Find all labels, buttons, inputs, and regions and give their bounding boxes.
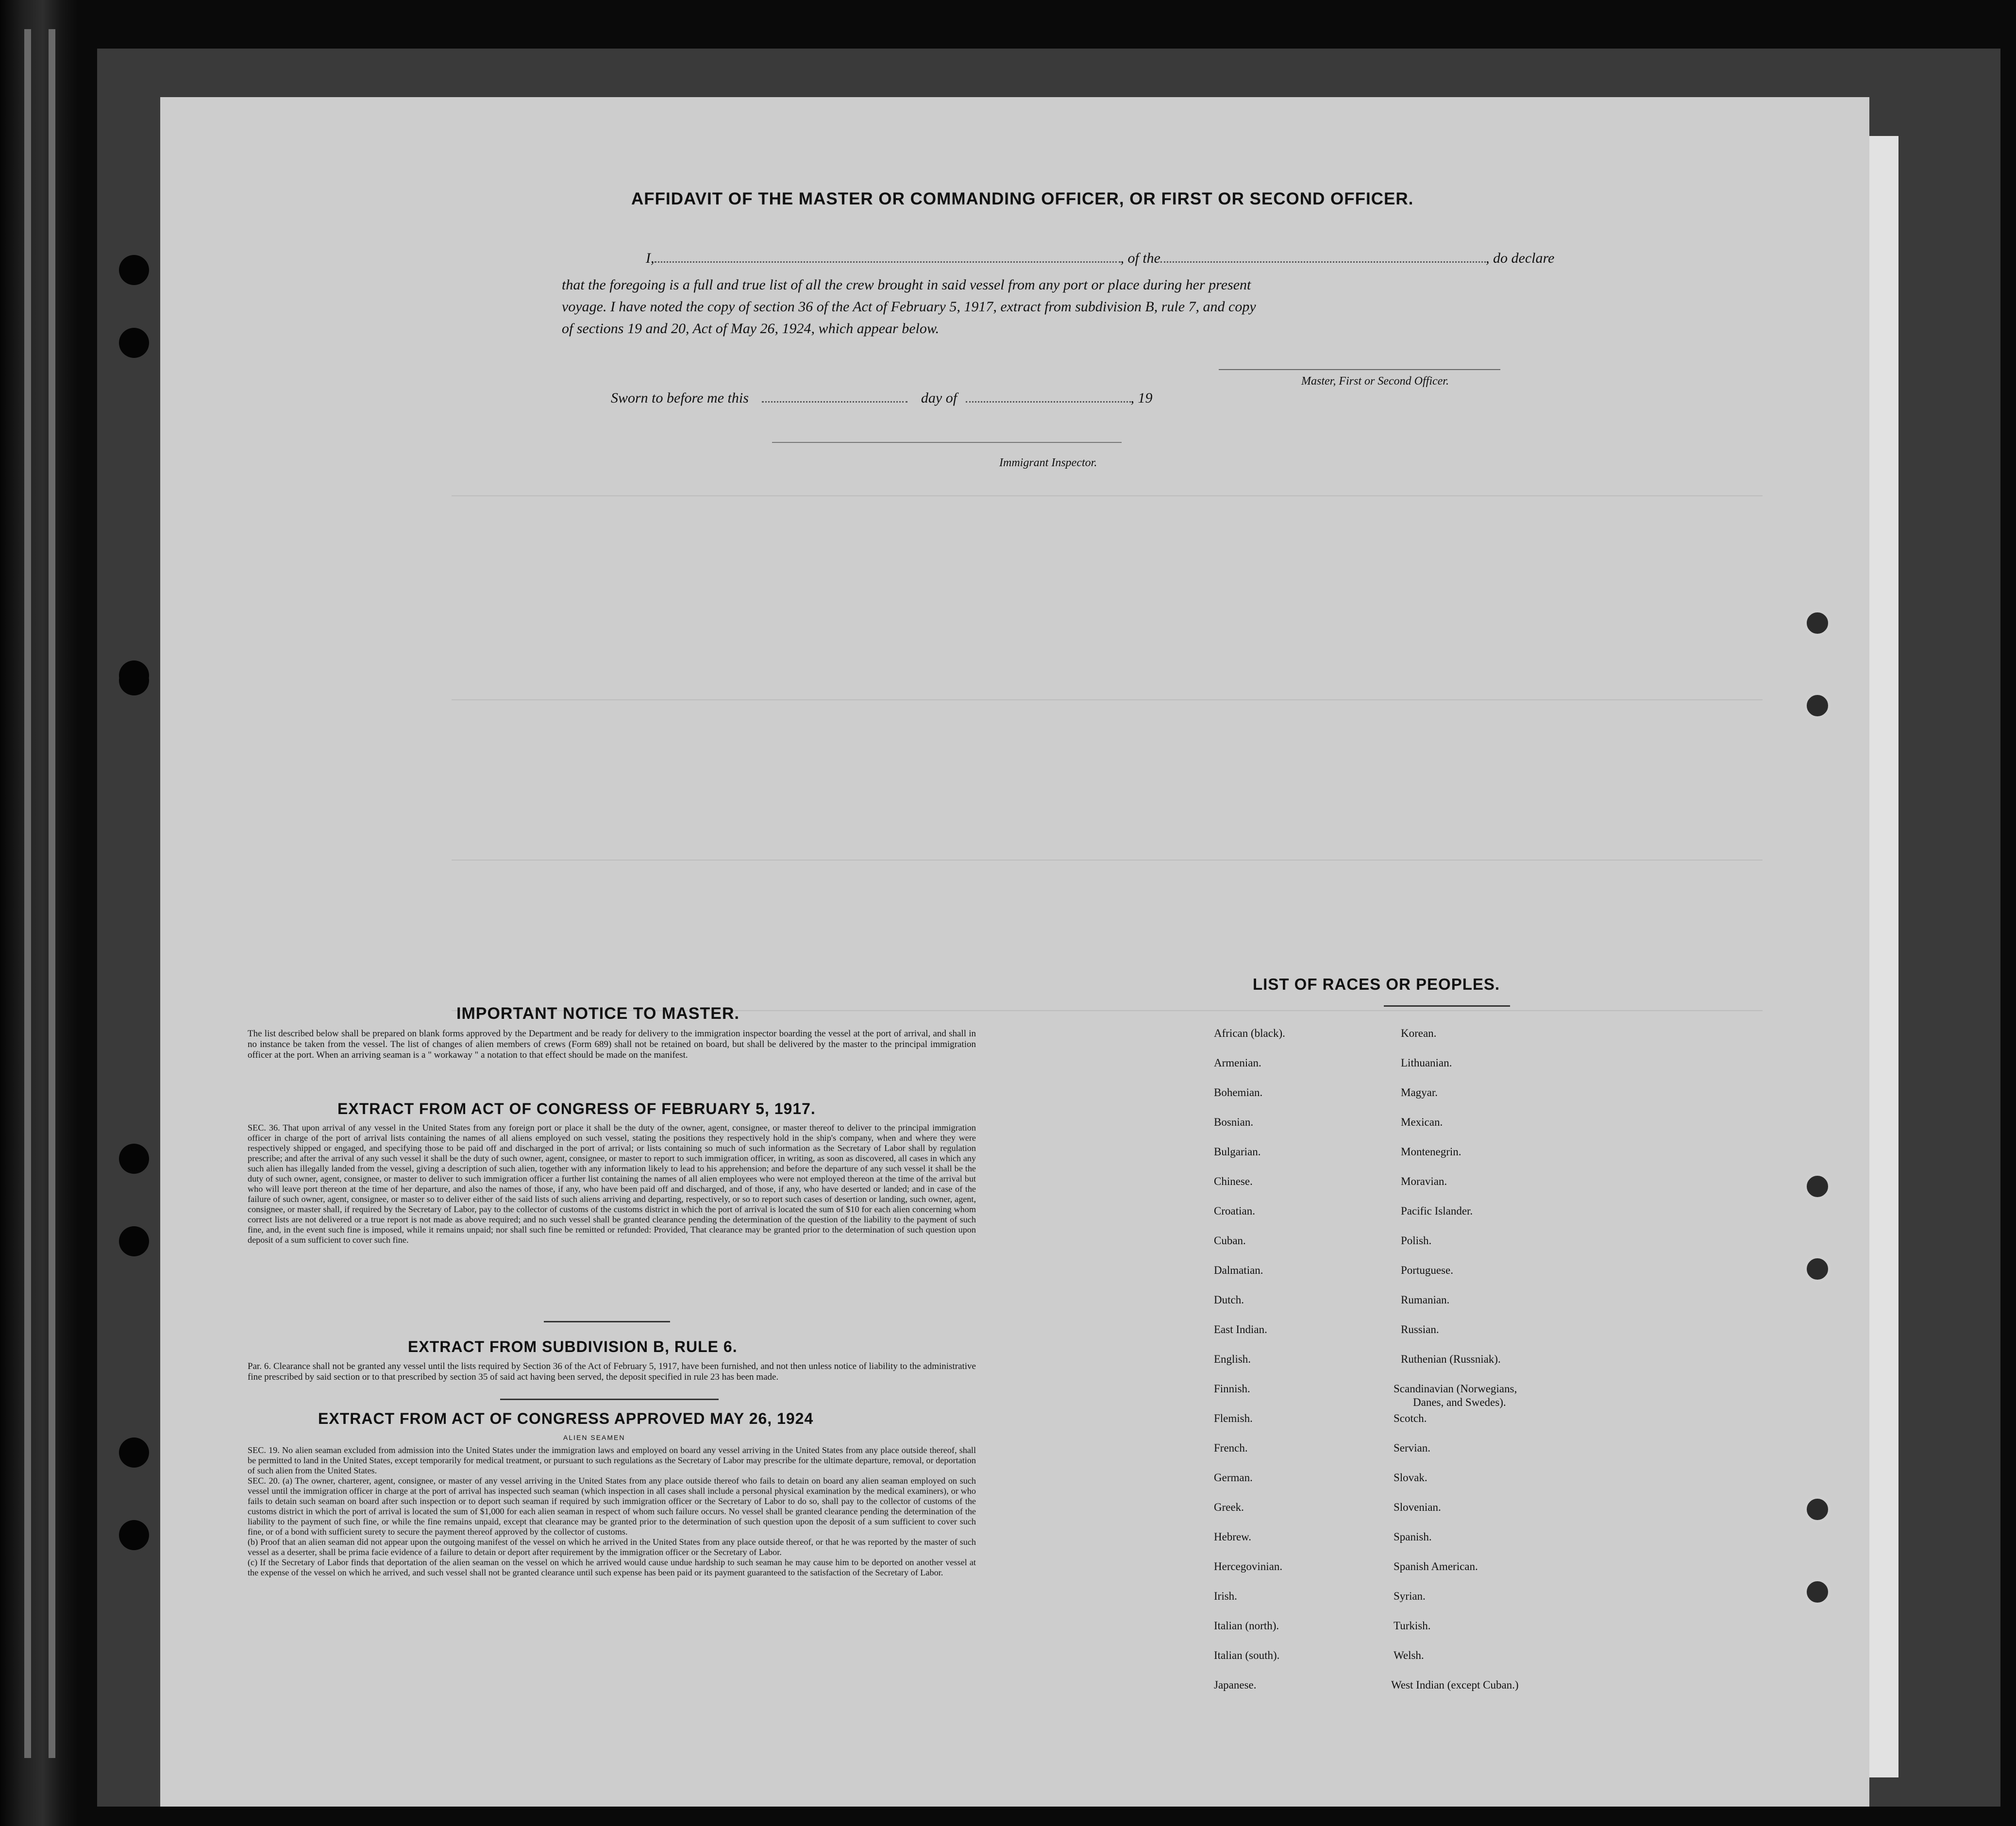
race-item: Polish. — [1401, 1234, 1432, 1247]
subdivision-text: Par. 6. Clearance shall not be granted any vessel until the lists required by Section 36 of the Act of February 5, 1917, have been furnished, and not then unless notice of liability to the administrative fine prescribed by said section or to that prescribed by section 35 of said act having been served, the deposit specified in rule 23 has been made. — [248, 1361, 976, 1382]
race-item: Spanish American. — [1394, 1560, 1478, 1572]
race-item: East Indian. — [1214, 1323, 1267, 1336]
bleed-through-row — [452, 699, 1763, 700]
subdivision-title: EXTRACT FROM SUBDIVISION B, RULE 6. — [408, 1338, 738, 1355]
race-item: Greek. — [1214, 1501, 1244, 1513]
punch-hole — [119, 1437, 149, 1468]
race-item: French. — [1214, 1442, 1248, 1454]
ring-hole — [1804, 692, 1831, 719]
race-item: Japanese. — [1214, 1679, 1257, 1691]
race-item: Magyar. — [1401, 1086, 1438, 1099]
declaration-end: , do declare — [1486, 250, 1555, 266]
race-item: Lithuanian. — [1401, 1057, 1452, 1069]
declaration-start: I, — [646, 250, 655, 266]
race-item: German. — [1214, 1471, 1253, 1484]
punch-hole — [119, 1226, 149, 1256]
declaration-line-1 — [646, 250, 1554, 267]
race-item: Finnish. — [1214, 1383, 1250, 1395]
extract-1917-title: EXTRACT FROM ACT OF CONGRESS OF FEBRUARY 5, 1917. — [337, 1100, 816, 1117]
race-item: English. — [1214, 1353, 1251, 1365]
vessel-blank[interactable] — [1160, 261, 1486, 263]
affidavit-title: AFFIDAVIT OF THE MASTER OR COMMANDING OFFICER, OR FIRST OR SECOND OFFICER. — [631, 189, 1414, 208]
race-item: Korean. — [1401, 1027, 1437, 1039]
inspector-line[interactable] — [772, 442, 1122, 443]
race-item: Cuban. — [1214, 1234, 1246, 1247]
binder-line — [24, 29, 31, 1758]
race-item: Portuguese. — [1401, 1264, 1453, 1276]
race-item: Montenegrin. — [1401, 1146, 1462, 1158]
day-blank[interactable] — [762, 401, 907, 403]
races-title: LIST OF RACES OR PEOPLES. — [1253, 975, 1500, 993]
race-item: Moravian. — [1401, 1175, 1447, 1187]
race-item: Italian (south). — [1214, 1649, 1280, 1661]
section-divider — [500, 1399, 719, 1400]
race-item: Rumanian. — [1401, 1294, 1450, 1306]
race-item: Bohemian. — [1214, 1086, 1263, 1099]
punch-hole — [119, 665, 149, 695]
race-item: Dutch. — [1214, 1294, 1244, 1306]
race-item: Bosnian. — [1214, 1116, 1254, 1128]
race-item: Armenian. — [1214, 1057, 1261, 1069]
punch-hole — [119, 328, 149, 358]
declaration-mid: , of the — [1120, 250, 1160, 266]
declaration-line-3: voyage. I have noted the copy of section 36 of the Act of February 5, 1917, extract from subdivision B, rule 7, and copy — [562, 299, 1256, 315]
extract-1924-paragraph: SEC. 19. No alien seaman excluded from admission into the United States under the immigration laws and employed on board any vessel arriving in the United States from any place outside thereof, shall be permitted to land in the United States, except temporarily for medical treatment, or pursuant to such regulations as the Secretary of Labor may prescribe for the ultimate departure, removal, or deportation of such alien from the United States. — [248, 1445, 976, 1475]
name-blank[interactable] — [655, 261, 1121, 263]
race-item: Irish. — [1214, 1590, 1237, 1602]
punch-hole — [119, 1144, 149, 1174]
inspector-label: Immigrant Inspector. — [999, 456, 1097, 469]
race-item: Turkish. — [1394, 1620, 1431, 1632]
sworn-mid: day of — [921, 390, 958, 406]
race-item: Servian. — [1394, 1442, 1431, 1454]
race-item: Hebrew. — [1214, 1531, 1252, 1543]
race-item: Dalmatian. — [1214, 1264, 1263, 1276]
declaration-line-4: of sections 19 and 20, Act of May 26, 1924, which appear below. — [562, 321, 940, 337]
race-item: Pacific Islander. — [1401, 1205, 1473, 1217]
race-item: Italian (north). — [1214, 1620, 1279, 1632]
race-item: Flemish. — [1214, 1412, 1253, 1424]
race-item: Syrian. — [1394, 1590, 1426, 1602]
extract-1924-paragraph: (b) Proof that an alien seaman did not appear upon the outgoing manifest of the vessel on which he arrived in the United States from any place outside thereof, or that he was reported by the master of such vessel as a deserter, shall be prima facie evidence of a failure to detain or deport after requirement by the immigration officer or the Secretary of Labor. — [248, 1537, 976, 1557]
race-item: Croatian. — [1214, 1205, 1255, 1217]
extract-1917-text: SEC. 36. That upon arrival of any vessel in the United States from any foreign port or place it shall be the duty of the owner, agent, consignee, or master thereof to deliver to the principal immigration officer in charge of the port of arrival lists containing the names of all aliens employed on such vessel, stating the positions they respectively hold in the ship's company, when and where they were respectively shipped or engaged, and specifying those to be paid off and discharged in the port of arrival; or lists containing so much of such information as the Secretary of Labor shall by regulation prescribe; and after the arrival of any such vessel it shall be the duty of such owner, agent, consignee, or master to report to such immigration officer, in writing, as soon as discovered, all cases in which any such alien has illegally landed from the vessel, giving a description of such alien, together with any information likely to lead to his apprehension; and before the departure of any such vessel it shall be the duty of such owner, agent, consignee, or master to deliver to such immigration officer a further list containing the names of all alien employees who were not employed thereon at the time of the arrival but who will leave port thereon at the time of her departure, and also the names of those, if any, who have been paid off and discharged, and of those, if any, who have deserted or landed; and in case of the failure of such owner, agent, consignee, or master so to deliver either of the said lists of such aliens arriving and departing, respectively, or so to report such cases of desertion or landing, such owner, agent, consignee, or master shall, if required by the Secretary of Labor, pay to the collector of customs of the customs district in which the port of arrival is located the sum of $10 for each alien concerning whom correct lists are not delivered or a true report is not made as above required; and no such vessel shall be granted clearance pending the determination of the question of the liability to the payment of such fine, and, in the event such fine is imposed, while it remains unpaid; nor shall such fine be remitted or refunded: Provided, That clearance may be granted prior to the determination of such question upon deposit of a sum sufficient to cover such fine. — [248, 1123, 976, 1245]
ring-hole — [1804, 1255, 1831, 1283]
notice-title: IMPORTANT NOTICE TO MASTER. — [456, 1004, 739, 1023]
bleed-through-row — [452, 860, 1763, 861]
notice-text: The list described below shall be prepared on blank forms approved by the Department and be ready for delivery to the immigration inspector boarding the vessel at the port of arrival, and shall in no instance be taken from the vessel. The list of changes of alien members of crews (Form 689) shall not be retained on board, but shall be delivered by the master to the principal immigration officer at the port. When an arriving seaman is a " workaway " a notation to that effect should be made on the manifest. — [248, 1029, 976, 1060]
extract-1924-subtitle: ALIEN SEAMEN — [563, 1434, 625, 1441]
race-item: Bulgarian. — [1214, 1146, 1261, 1158]
race-item: Ruthenian (Russniak). — [1401, 1353, 1501, 1365]
sworn-end: , 19 — [1130, 390, 1153, 406]
race-item: Slovenian. — [1394, 1501, 1441, 1513]
races-title-underline — [1384, 1005, 1510, 1007]
binder-strip — [0, 0, 78, 1826]
race-item: Mexican. — [1401, 1116, 1443, 1128]
declaration-line-2: that the foregoing is a full and true list of all the crew brought in said vessel from any port or place during her present — [562, 277, 1251, 293]
race-item: Slovak. — [1394, 1471, 1428, 1484]
race-item: West Indian (except Cuban.) — [1391, 1679, 1519, 1691]
race-item: Hercegovinian. — [1214, 1560, 1283, 1572]
extract-1924-title: EXTRACT FROM ACT OF CONGRESS APPROVED MAY 26, 1924 — [318, 1410, 814, 1427]
punch-hole — [119, 1520, 149, 1550]
sworn-start: Sworn to before me this — [611, 390, 749, 406]
sworn-line — [611, 390, 1153, 406]
race-item: Russian. — [1401, 1323, 1439, 1336]
signature-label: Master, First or Second Officer. — [1301, 375, 1449, 388]
month-blank[interactable] — [966, 401, 1131, 403]
race-item: Spanish. — [1394, 1531, 1432, 1543]
extract-1924-text — [248, 1445, 976, 1578]
binder-line — [49, 29, 55, 1758]
extract-1924-paragraph: SEC. 20. (a) The owner, charterer, agent, consignee, or master of any vessel arriving in the United States from any place outside thereof who fails to detain on board any alien seaman employed on such vessel until the immigration officer in charge at the port of arrival has inspected such seaman (which inspection in all cases shall include a personal physical examination by the medical examiners), or who fails to detain such seaman on board after such inspection or to deport such seaman if required by such immigration officer or the Secretary of Labor to do so, shall pay to the collector of customs of the customs district in which the port of arrival is located the sum of $1,000 for each alien seaman in respect of whom such failure occurs. No vessel shall be granted clearance pending the determination of the liability to the payment of such fine, or while the fine remains unpaid, except that clearance may be granted prior to the determination of such question upon the deposit of a sum sufficient to cover such fine, or of a bond with sufficient surety to secure the payment thereof approved by the collector of customs. — [248, 1476, 976, 1537]
extract-1924-paragraph: (c) If the Secretary of Labor finds that deportation of the alien seaman on the vessel on which he arrived would cause undue hardship to such seaman he may cause him to be deported on another vessel at the expense of the vessel on which he arrived, and such vessel shall not be granted clearance until such expense has been paid or its payment guaranteed to the satisfaction of the Secretary of Labor. — [248, 1557, 976, 1577]
race-item: Scandinavian (Norwegians, — [1394, 1383, 1517, 1395]
race-item: Danes, and Swedes). — [1413, 1396, 1506, 1408]
ring-hole — [1804, 609, 1831, 637]
ring-hole — [1804, 1173, 1831, 1200]
race-item: Chinese. — [1214, 1175, 1253, 1187]
race-item: Welsh. — [1394, 1649, 1424, 1661]
race-item: Scotch. — [1394, 1412, 1427, 1424]
race-item: African (black). — [1214, 1027, 1285, 1039]
ring-hole — [1804, 1578, 1831, 1606]
ring-hole — [1804, 1496, 1831, 1523]
punch-hole — [119, 255, 149, 285]
bleed-through-row — [452, 495, 1763, 496]
signature-line[interactable] — [1219, 369, 1500, 370]
section-divider — [544, 1321, 670, 1322]
document-page — [160, 97, 1869, 1807]
